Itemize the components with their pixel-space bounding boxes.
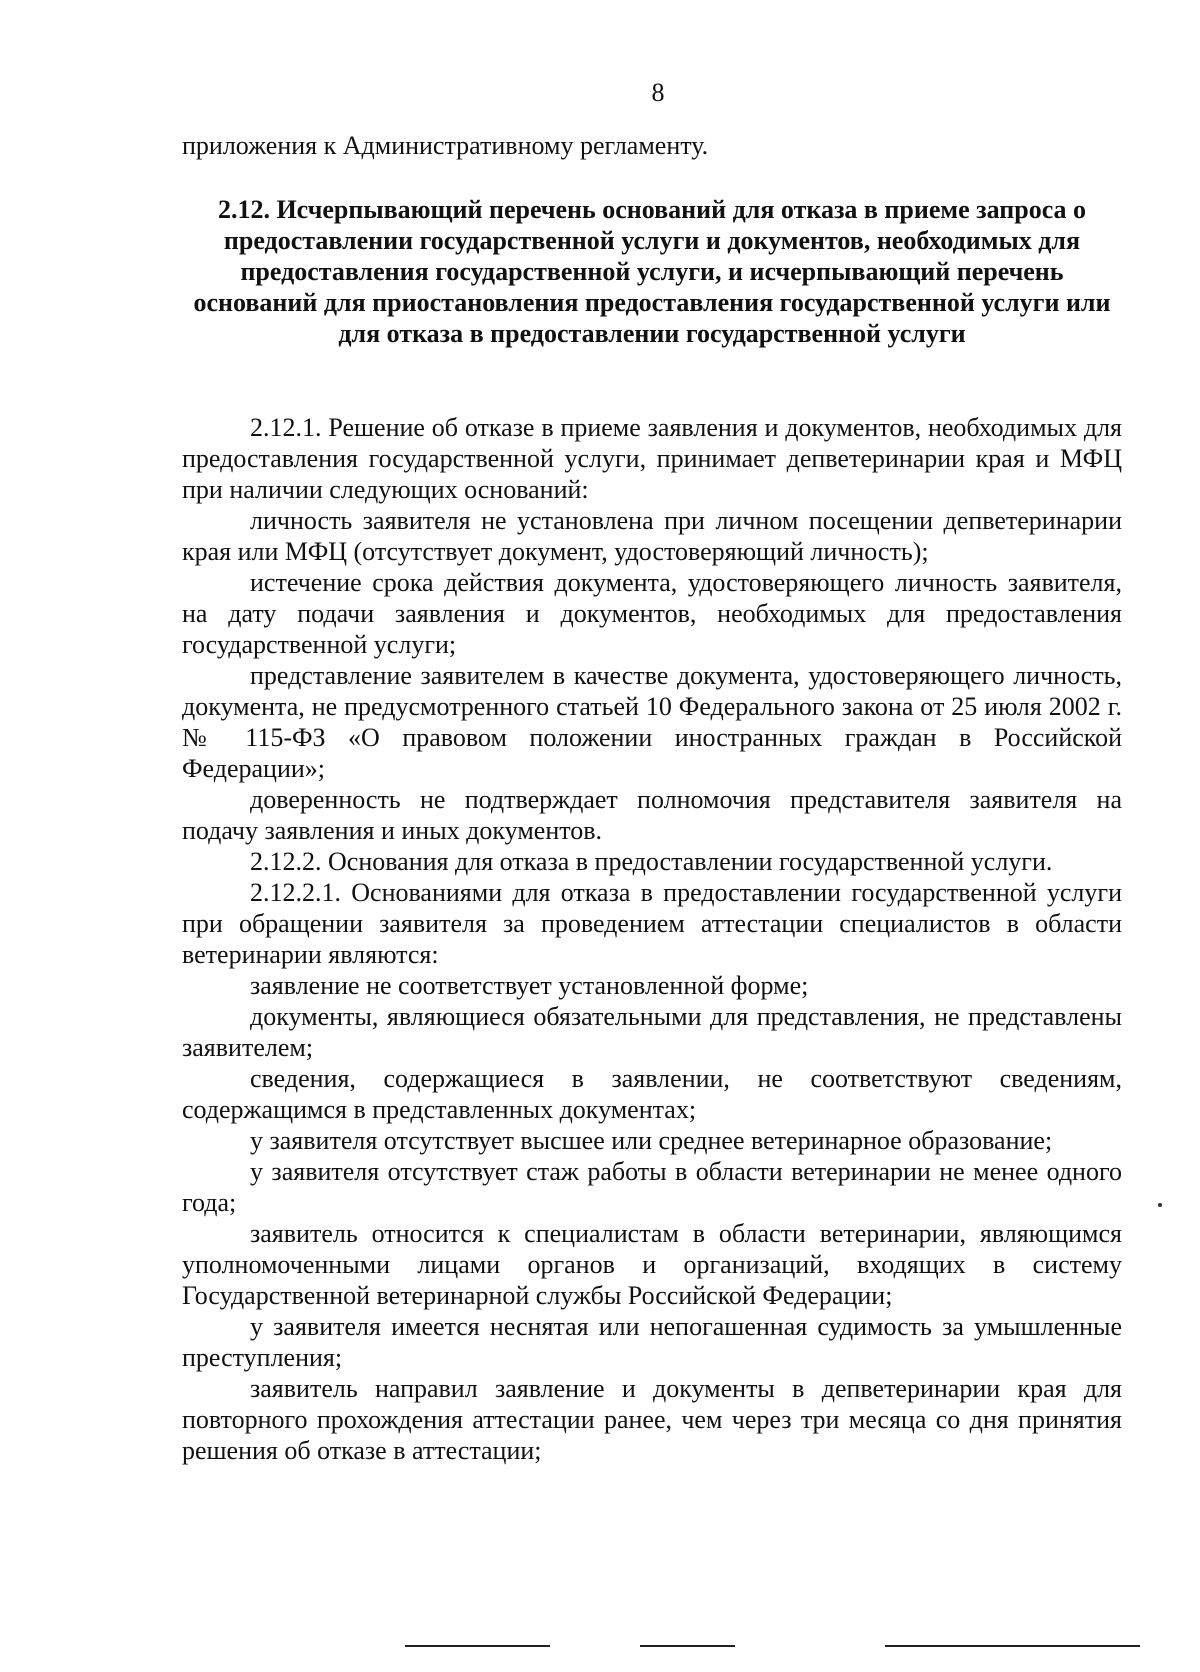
paragraph: заявитель направил заявление и документы в депветеринарии края для повторного прохождения аттестации ранее, чем через три месяца со дня принятия решения об отказе в аттестации;: [182, 1374, 1122, 1465]
paragraph: документы, являющиеся обязательными для представления, не представлены заявителем;: [182, 1002, 1122, 1062]
paragraph: 2.12.1. Решение об отказе в приеме заявления и документов, необходимых для предоставления государственной услуги, принимает депветеринарии края и МФЦ при наличии следующих оснований:: [182, 413, 1122, 504]
paragraph: заявление не соответствует установленной форме;: [250, 971, 809, 1000]
paragraph: у заявителя отсутствует высшее или среднее ветеринарное образование;: [250, 1126, 1053, 1155]
paragraph: 2.12.2. Основания для отказа в предоставлении государственной услуги.: [250, 847, 1053, 876]
footer-rule: [405, 1645, 550, 1647]
page-number: 8: [651, 78, 665, 107]
scan-speck: [1158, 1203, 1162, 1207]
continuation-line: приложения к Административному регламенту.: [182, 131, 709, 160]
footer-rule: [885, 1645, 1140, 1647]
paragraph: истечение срока действия документа, удостоверяющего личность заявителя, на дату подачи заявления и документов, необходимых для предоставления государственной услуги;: [182, 568, 1122, 659]
section-heading: 2.12. Исчерпывающий перечень оснований для отказа в приеме запроса о предоставлении государственной услуги и документов, необходимых для предоставления государственной услуги, и исчерпывающий перечень оснований для приостановления предоставления государственной услуги или для отказа в предоставлении государственной услуги: [193, 195, 1111, 348]
paragraph: сведения, содержащиеся в заявлении, не соответствуют сведениям, содержащимся в представленных документах;: [182, 1064, 1122, 1124]
paragraph: 2.12.2.1. Основаниями для отказа в предоставлении государственной услуги при обращении заявителя за проведением аттестации специалистов в области ветеринарии являются:: [182, 878, 1122, 969]
paragraph: заявитель относится к специалистам в области ветеринарии, являющимся уполномоченными лицами органов и организаций, входящих в систему Государственной ветеринарной службы Российской Федерации;: [182, 1219, 1122, 1310]
footer-rule: [640, 1645, 735, 1647]
paragraph: у заявителя отсутствует стаж работы в области ветеринарии не менее одного года;: [182, 1157, 1122, 1217]
paragraph: доверенность не подтверждает полномочия представителя заявителя на подачу заявления и иных документов.: [182, 785, 1122, 845]
paragraph: представление заявителем в качестве документа, удостоверяющего личность, документа, не предусмотренного статьей 10 Федерального закона от 25 июля 2002 г. № 115-ФЗ «О правовом положении иностранных граждан в Российской Федерации»;: [182, 661, 1122, 783]
document-body: [182, 412, 1122, 1466]
paragraph: у заявителя имеется неснятая или непогашенная судимость за умышленные преступления;: [182, 1312, 1122, 1372]
paragraph: личность заявителя не установлена при личном посещении депветеринарии края или МФЦ (отсутствует документ, удостоверяющий личность);: [182, 506, 1122, 566]
